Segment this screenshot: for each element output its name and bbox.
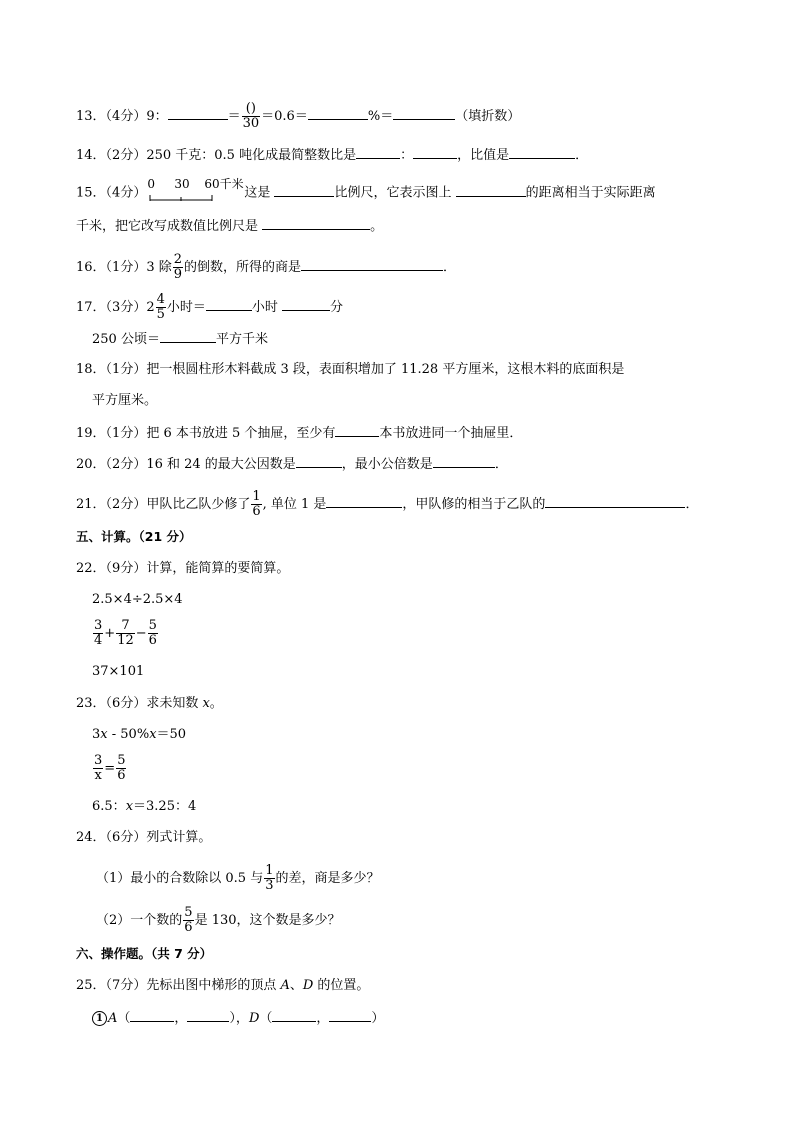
question-18: 18．（1分）把一根圆柱形木料截成 3 段，表面积增加了 11.28 平方厘米，这根木料的底面积是 [76,362,625,377]
answer-blank[interactable] [282,298,330,311]
question-17: 17．（3分）2 $\frac{4}{5}$ 小时＝ 小时 分 [76,292,344,322]
answer-blank[interactable] [545,495,685,508]
answer-blank[interactable] [272,1009,316,1022]
answer-blank[interactable] [301,258,443,271]
circled-number: 1 [92,1011,107,1026]
question-15-line2: 千米，把它改写成数值比例尺是 。 [76,219,384,234]
section-heading: 五、计算。（21 分） [76,529,192,544]
question-20: 20．（2分）16 和 24 的最大公因数是 ，最小公倍数是 ． [76,457,508,472]
fraction: $\frac{5}{6}$ [184,905,193,935]
fraction: $\frac{3}{4}$ [94,618,103,648]
answer-blank[interactable] [274,184,334,197]
expression: $\frac{3}{4}$ + $\frac{7}{12}$ − $\frac{5}{6}$ [94,618,157,648]
fraction: $\frac{1}{3}$ [265,863,274,893]
equation: 6.5：x＝3.25：4 [92,799,197,814]
fraction: $\frac{3}{x}$ [94,753,103,783]
fraction: $\frac{2}{9}$ [173,252,182,282]
answer-blank[interactable] [160,330,216,343]
scale-bar [146,177,244,208]
question-14: 14．（2分）250 千克：0.5 吨化成最简整数比是 ： ，比值是 ． [76,148,589,163]
sub-question: （2）一个数的 $\frac{5}{6}$ 是 130，这个数是多少？ [96,905,341,935]
answer-blank[interactable] [413,146,457,159]
question-21: 21．（2分）甲队比乙队少修了 $\frac{1}{6}$ , 单位 1 是 ，甲队修的相当于乙队的 ． [76,489,699,519]
question-17-line2: 250 公顷＝ 平方千米 [92,332,268,347]
coordinate-answer: 1 A（ ， ），D（ ， ） [92,1009,384,1027]
answer-blank[interactable] [356,146,400,159]
section-heading: 六、操作题。（共 7 分） [76,946,213,961]
expression: 2.5×4÷2.5×4 [92,592,183,607]
answer-blank[interactable] [206,298,252,311]
equation: 3x - 50%x＝50 [92,727,187,742]
answer-blank[interactable] [456,184,526,197]
answer-blank[interactable] [326,495,402,508]
answer-blank[interactable] [329,1009,371,1022]
question-15: 15．（4分） 0 30 60千米 这是 比例尺，它表示图上 的距离相当于实际距离 [76,178,656,209]
sub-question: （1）最小的合数除以 0.5 与 $\frac{1}{3}$ 的差，商是多少？ [96,863,380,893]
scale-label: 0 [147,177,155,191]
fraction: $\frac{1}{6}$ [252,489,261,519]
question-23: 23．（6分）求未知数 x。 [76,696,223,711]
answer-blank[interactable] [433,455,495,468]
fraction: $\frac{()}{30}$ [242,101,260,131]
question-22: 22．（9分）计算，能简算的要简算。 [76,561,290,576]
fraction: $\frac{4}{5}$ [156,292,165,322]
question-13: 13．（4分）9： ＝ $\frac{()}{30}$ ＝0.6＝ %＝ （填折数） [76,101,521,131]
answer-blank[interactable] [296,455,342,468]
answer-blank[interactable] [393,107,455,120]
equation: $\frac{3}{x}$ = $\frac{5}{6}$ [94,753,126,783]
answer-blank[interactable] [187,1009,229,1022]
answer-blank[interactable] [335,424,379,437]
scale-label: 30 [174,177,190,191]
answer-blank[interactable] [509,146,575,159]
fraction: $\frac{7}{12}$ [117,618,134,648]
answer-blank[interactable] [262,217,370,230]
question-16: 16．（1分）3 除 $\frac{2}{9}$ 的倒数，所得的商是 ． [76,252,457,282]
expression: 37×101 [92,664,145,679]
fraction: $\frac{5}{6}$ [117,753,126,783]
answer-blank[interactable] [308,107,368,120]
question-18-line2: 平方厘米。 [92,393,158,408]
answer-blank[interactable] [168,107,228,120]
scale-label: 60千米 [204,177,244,191]
fraction: $\frac{5}{6}$ [148,618,157,648]
question-24: 24．（6分）列式计算。 [76,830,212,845]
question-19: 19．（1分）把 6 本书放进 5 个抽屉，至少有 本书放进同一个抽屉里． [76,426,523,441]
answer-blank[interactable] [130,1009,174,1022]
question-25: 25．（7分）先标出图中梯形的顶点 A、D 的位置。 [76,978,370,993]
